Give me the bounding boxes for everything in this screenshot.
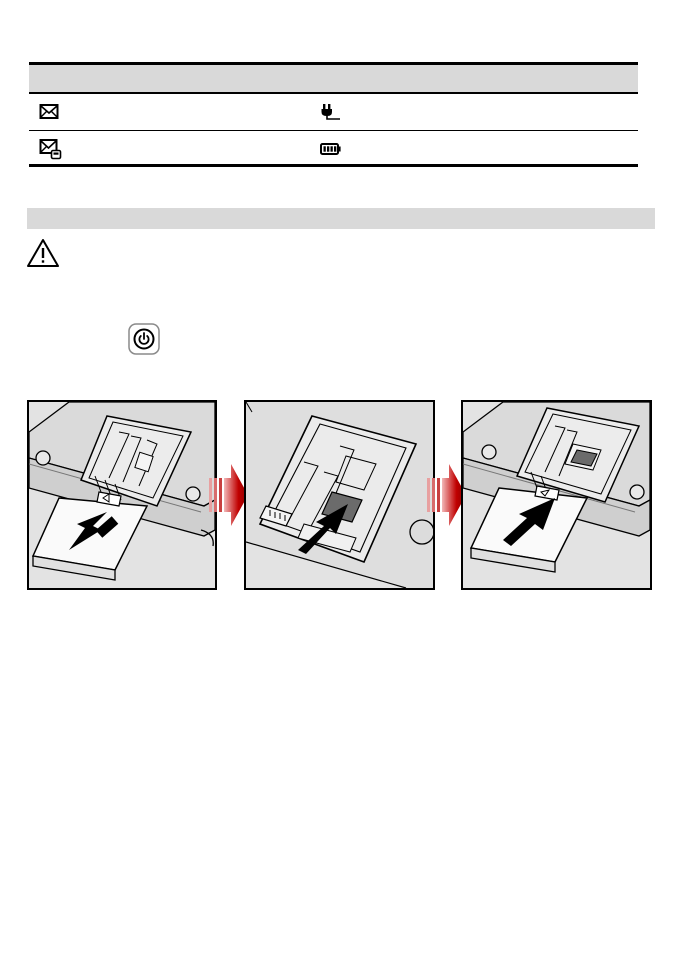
warning-triangle-icon (26, 238, 60, 268)
section-header-bar (27, 208, 655, 229)
status-icon-table (29, 62, 638, 167)
power-button-icon (128, 323, 160, 355)
table-row (29, 131, 638, 167)
step-1-remove-tray-illustration (27, 400, 217, 590)
table-header (29, 65, 638, 94)
step-3-insert-tray-illustration (461, 400, 652, 590)
power-plug-icon (320, 103, 342, 121)
table-row (29, 94, 638, 131)
envelope-icon (39, 103, 61, 121)
next-step-arrow-icon (209, 462, 249, 528)
battery-icon (320, 142, 342, 156)
step-2-insert-sim-illustration (244, 400, 435, 590)
envelope-phone-icon (39, 138, 63, 160)
